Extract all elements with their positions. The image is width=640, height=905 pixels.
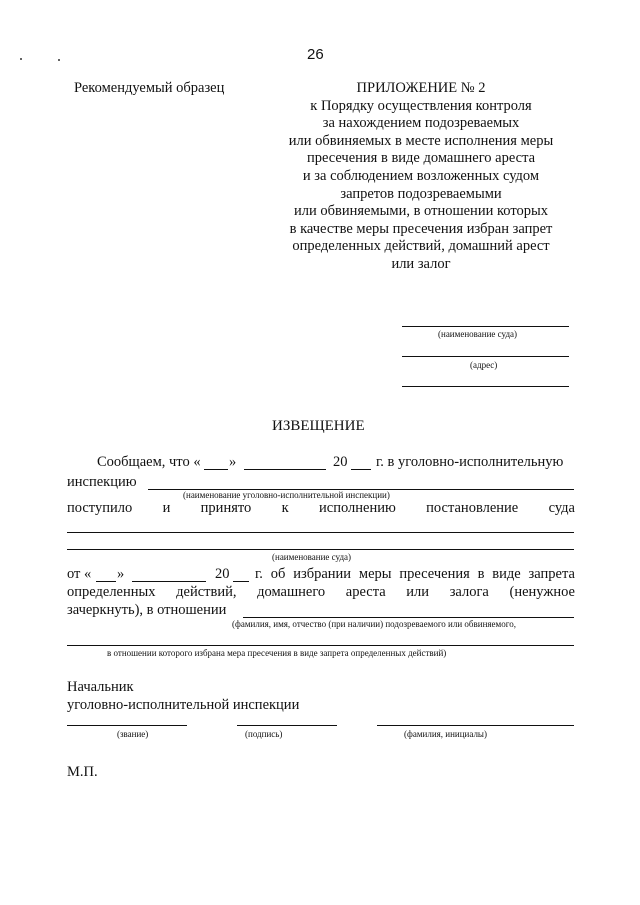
- appendix-line: за нахождением подозреваемых: [322, 115, 520, 132]
- inspection-caption: (наименование уголовно-исполнительной инспекции): [183, 490, 390, 500]
- chief-subtitle: уголовно-исполнительной инспекции: [67, 697, 300, 713]
- word: избрании: [293, 566, 352, 582]
- appendix-line: пресечения в виде домашнего ареста: [306, 150, 536, 167]
- name-initials-caption: (фамилия, инициалы): [404, 729, 487, 739]
- year-field[interactable]: [351, 469, 371, 470]
- decision-day-field[interactable]: [96, 581, 116, 582]
- notice-line2-start: инспекцию: [67, 474, 137, 490]
- notice-title: ИЗВЕЩЕНИЕ: [272, 418, 365, 434]
- month-field[interactable]: [244, 469, 326, 470]
- signature-caption: (подпись): [245, 729, 283, 739]
- court-name-field[interactable]: [402, 326, 569, 327]
- scan-speck: [20, 58, 22, 60]
- person-caption: (фамилия, имя, отчество (при наличии) подозреваемого или обвиняемого,: [232, 619, 516, 629]
- appendix-line: или залог: [391, 255, 451, 272]
- word: меры: [358, 566, 392, 582]
- word: пресечения: [399, 566, 470, 582]
- word: суда: [548, 500, 575, 516]
- decision-month-field[interactable]: [132, 581, 206, 582]
- person-caption-2: в отношении которого избрана мера пресечения в виде запрета определенных действий): [107, 648, 447, 658]
- appendix-line: и за соблюдением возложенных судом: [302, 167, 540, 184]
- person-name-field[interactable]: [243, 617, 574, 618]
- word: определенных: [67, 584, 156, 600]
- address-field-2[interactable]: [402, 386, 569, 387]
- address-caption: (адрес): [470, 360, 498, 370]
- word: постановление: [426, 500, 519, 516]
- word: ареста: [345, 584, 386, 600]
- word: в: [477, 566, 485, 582]
- quote-close: »: [229, 454, 237, 470]
- court-decision-field[interactable]: [67, 532, 574, 533]
- word: залога: [449, 584, 489, 600]
- appendix-header: [262, 80, 580, 274]
- word: г.: [255, 566, 263, 582]
- person-name-field-2[interactable]: [67, 645, 574, 646]
- scan-speck: [58, 59, 60, 61]
- notice-line1-start: Сообщаем, что «: [97, 454, 201, 470]
- recommended-sample-label: Рекомендуемый образец: [74, 80, 225, 96]
- appendix-line: к Порядку осуществления контроля: [310, 97, 532, 114]
- rank-field[interactable]: [67, 725, 187, 726]
- day-field[interactable]: [204, 469, 228, 470]
- name-initials-field[interactable]: [377, 725, 574, 726]
- word: виде: [492, 566, 521, 582]
- from-label: от «: [67, 566, 92, 582]
- decision-year-field[interactable]: [233, 581, 249, 582]
- word: (ненужное: [509, 584, 575, 600]
- word: поступило: [67, 500, 133, 516]
- quote-close-2: »: [117, 566, 125, 582]
- rank-caption: (звание): [117, 729, 149, 739]
- chief-title: Начальник: [67, 679, 134, 695]
- word: и: [162, 500, 171, 516]
- appendix-line: или обвиняемыми, в отношении которых: [294, 203, 548, 220]
- notice-line6: [67, 584, 575, 601]
- seal-label: М.П.: [67, 764, 98, 780]
- address-field[interactable]: [402, 356, 569, 357]
- word: домашнего: [257, 584, 326, 600]
- year-prefix: 20: [333, 454, 348, 470]
- appendix-line: определенных действий, домашний арест: [292, 238, 550, 255]
- word: или: [406, 584, 430, 600]
- notice-line5-rest: [255, 566, 575, 583]
- word: запрета: [528, 566, 575, 582]
- decision-year-prefix: 20: [215, 566, 230, 582]
- court-caption: (наименование суда): [272, 552, 352, 562]
- page-number: 26: [307, 46, 324, 63]
- notice-line1-end: г. в уголовно-исполнительную: [376, 454, 564, 470]
- word: действий,: [176, 584, 237, 600]
- word: об: [270, 566, 286, 582]
- word: принято: [200, 500, 252, 516]
- appendix-line: или обвиняемых в месте исполнения меры: [288, 132, 554, 149]
- signature-field[interactable]: [237, 725, 337, 726]
- notice-line3: [67, 500, 575, 517]
- notice-line7-start: зачеркнуть), в отношении: [67, 602, 227, 618]
- appendix-line: в качестве меры пресечения избран запрет: [289, 220, 553, 237]
- court-name-caption: (наименование суда): [438, 329, 518, 339]
- court-decision-field-2[interactable]: [67, 549, 574, 550]
- word: исполнению: [319, 500, 396, 516]
- appendix-title: ПРИЛОЖЕНИЕ № 2: [356, 80, 486, 96]
- word: к: [281, 500, 289, 516]
- appendix-line: запретов подозреваемыми: [340, 185, 502, 202]
